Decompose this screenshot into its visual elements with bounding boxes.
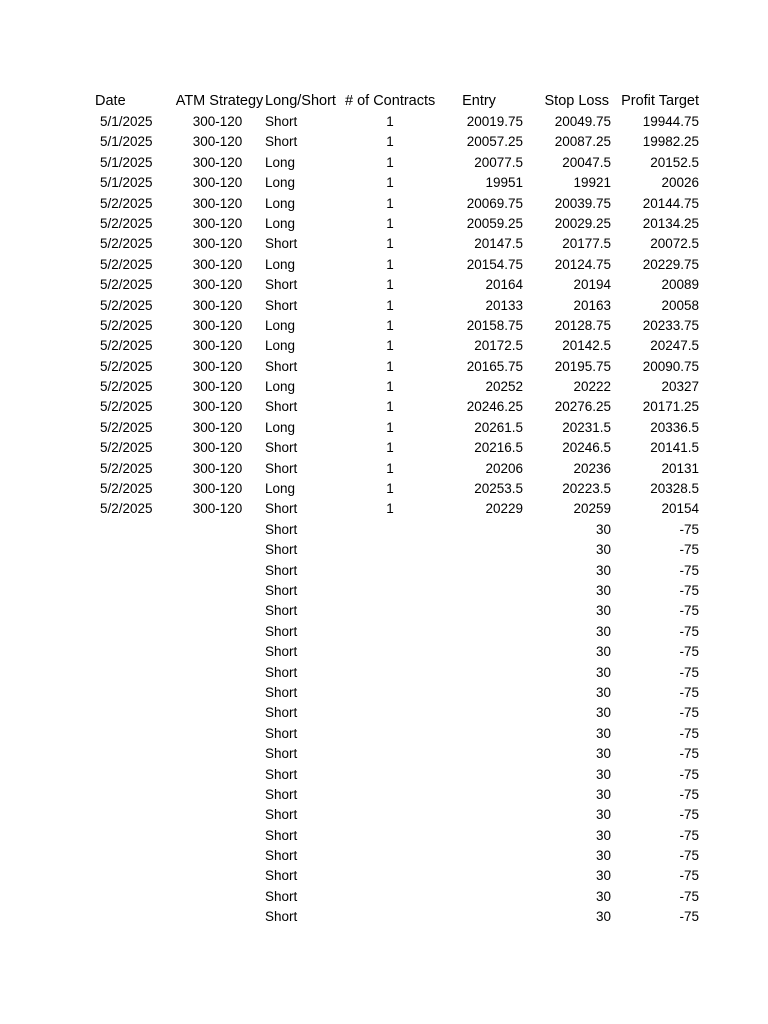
table-row	[0, 459, 768, 479]
long-short-cell[interactable]: Long	[265, 195, 296, 211]
atm-strategy-cell[interactable]: 300-120	[192, 338, 243, 354]
table-row	[0, 296, 768, 316]
atm-strategy-cell[interactable]: 300-120	[192, 215, 243, 231]
atm-strategy-cell[interactable]: 300-120	[192, 297, 243, 313]
table-row	[0, 418, 768, 438]
table-row	[0, 316, 768, 336]
offset-row	[0, 846, 768, 866]
profit-target-cell[interactable]: 20154	[661, 501, 699, 517]
profit-target-cell[interactable]: 20026	[661, 175, 699, 191]
header-atm-strategy[interactable]: ATM Strategy	[175, 93, 264, 109]
stop-loss-cell[interactable]: 20231.5	[562, 419, 611, 435]
trade-log-sheet	[0, 90, 768, 928]
atm-strategy-cell[interactable]: 300-120	[192, 236, 243, 252]
stop-offset-cell[interactable]: 30	[595, 684, 611, 700]
offset-row	[0, 520, 768, 540]
long-short-cell[interactable]: Short	[265, 786, 298, 802]
entry-cell[interactable]: 20165.75	[466, 358, 523, 374]
target-offset-cell[interactable]: -75	[679, 725, 699, 741]
target-offset-cell[interactable]: -75	[679, 664, 699, 680]
stop-loss-cell[interactable]: 20236	[573, 460, 611, 476]
contracts-cell[interactable]: 1	[386, 256, 394, 272]
date-cell[interactable]: 5/1/2025	[100, 114, 153, 129]
entry-cell[interactable]: 20154.75	[466, 256, 523, 272]
stop-offset-cell[interactable]: 30	[595, 705, 611, 721]
stop-offset-cell[interactable]: 30	[595, 888, 611, 904]
offset-row	[0, 765, 768, 785]
profit-target-cell[interactable]: 20233.75	[642, 317, 699, 333]
contracts-cell[interactable]: 1	[386, 399, 394, 415]
table-row	[0, 377, 768, 397]
entry-cell[interactable]: 20059.25	[466, 215, 523, 231]
entry-cell[interactable]: 20069.75	[466, 195, 523, 211]
profit-target-cell[interactable]: 20171.25	[642, 399, 699, 415]
target-offset-cell[interactable]: -75	[679, 521, 699, 537]
header-row	[0, 90, 768, 112]
date-cell[interactable]: 5/2/2025	[100, 419, 153, 435]
date-cell[interactable]: 5/1/2025	[100, 154, 153, 170]
long-short-cell[interactable]: Long	[265, 175, 296, 191]
atm-strategy-cell[interactable]: 300-120	[192, 277, 243, 293]
offset-row	[0, 663, 768, 683]
long-short-cell[interactable]: Short	[265, 501, 298, 517]
table-row	[0, 194, 768, 214]
long-short-cell[interactable]: Long	[265, 481, 296, 497]
profit-target-cell[interactable]: 20327	[661, 379, 699, 395]
stop-loss-cell[interactable]: 20039.75	[554, 195, 611, 211]
long-short-cell[interactable]: Short	[265, 297, 298, 313]
long-short-cell[interactable]: Short	[265, 542, 298, 558]
contracts-cell[interactable]: 1	[386, 501, 394, 517]
long-short-cell[interactable]: Short	[265, 868, 298, 884]
long-short-cell[interactable]: Short	[265, 644, 298, 660]
long-short-cell[interactable]: Long	[265, 379, 296, 395]
stop-offset-cell[interactable]: 30	[595, 786, 611, 802]
stop-loss-cell[interactable]: 20276.25	[554, 399, 611, 415]
date-cell[interactable]: 5/2/2025	[100, 215, 153, 231]
stop-offset-cell[interactable]: 30	[595, 868, 611, 884]
contracts-cell[interactable]: 1	[386, 440, 394, 456]
entry-cell[interactable]: 20077.5	[474, 154, 523, 170]
date-cell[interactable]: 5/1/2025	[100, 134, 153, 150]
table-row	[0, 255, 768, 275]
profit-target-cell[interactable]: 19982.25	[642, 134, 699, 150]
long-short-cell[interactable]: Short	[265, 766, 298, 782]
offset-row	[0, 561, 768, 581]
offset-row	[0, 826, 768, 846]
offset-row	[0, 683, 768, 703]
table-row	[0, 479, 768, 499]
target-offset-cell[interactable]: -75	[679, 868, 699, 884]
profit-target-cell[interactable]: 20336.5	[650, 419, 699, 435]
atm-strategy-cell[interactable]: 300-120	[192, 481, 243, 497]
atm-strategy-cell[interactable]: 300-120	[192, 175, 243, 191]
entry-cell[interactable]: 20246.25	[466, 399, 523, 415]
contracts-cell[interactable]: 1	[386, 236, 394, 252]
offset-row	[0, 703, 768, 723]
offset-row	[0, 642, 768, 662]
profit-target-cell[interactable]: 20089	[661, 277, 699, 293]
stop-offset-cell[interactable]: 30	[595, 746, 611, 762]
profit-target-cell[interactable]: 20229.75	[642, 256, 699, 272]
profit-target-cell[interactable]: 20131	[661, 460, 699, 476]
table-row	[0, 173, 768, 193]
stop-loss-cell[interactable]: 20246.5	[562, 440, 611, 456]
target-offset-cell[interactable]: -75	[679, 623, 699, 639]
stop-offset-cell[interactable]: 30	[595, 562, 611, 578]
date-cell[interactable]: 5/2/2025	[100, 358, 153, 374]
stop-offset-cell[interactable]: 30	[595, 623, 611, 639]
long-short-cell[interactable]: Short	[265, 725, 298, 741]
entry-cell[interactable]: 20164	[485, 277, 523, 293]
offset-row	[0, 866, 768, 886]
table-row	[0, 397, 768, 417]
trade-rows	[0, 112, 768, 520]
profit-target-cell[interactable]: 19944.75	[642, 114, 699, 129]
short-offset-rows	[0, 520, 768, 928]
offset-row	[0, 785, 768, 805]
target-offset-cell[interactable]: -75	[679, 807, 699, 823]
offset-row	[0, 724, 768, 744]
atm-strategy-cell[interactable]: 300-120	[192, 154, 243, 170]
offset-row	[0, 805, 768, 825]
long-short-cell[interactable]: Short	[265, 909, 298, 925]
long-short-cell[interactable]: Short	[265, 236, 298, 252]
stop-loss-cell[interactable]: 20047.5	[562, 154, 611, 170]
stop-offset-cell[interactable]: 30	[595, 603, 611, 619]
offset-row	[0, 622, 768, 642]
date-cell[interactable]: 5/2/2025	[100, 440, 153, 456]
stop-loss-cell[interactable]: 20029.25	[554, 215, 611, 231]
target-offset-cell[interactable]: -75	[679, 848, 699, 864]
entry-cell[interactable]: 20206	[485, 460, 523, 476]
long-short-cell[interactable]: Short	[265, 888, 298, 904]
contracts-cell[interactable]: 1	[386, 317, 394, 333]
stop-offset-cell[interactable]: 30	[595, 644, 611, 660]
entry-cell[interactable]: 20158.75	[466, 317, 523, 333]
stop-loss-cell[interactable]: 20195.75	[554, 358, 611, 374]
table-row	[0, 214, 768, 234]
date-cell[interactable]: 5/2/2025	[100, 501, 153, 517]
profit-target-cell[interactable]: 20072.5	[650, 236, 699, 252]
stop-offset-cell[interactable]: 30	[595, 725, 611, 741]
stop-loss-cell[interactable]: 20259	[573, 501, 611, 517]
date-cell[interactable]: 5/2/2025	[100, 256, 153, 272]
table-row	[0, 234, 768, 254]
atm-strategy-cell[interactable]: 300-120	[192, 195, 243, 211]
date-cell[interactable]: 5/2/2025	[100, 481, 153, 497]
atm-strategy-cell[interactable]: 300-120	[192, 358, 243, 374]
atm-strategy-cell[interactable]: 300-120	[192, 256, 243, 272]
date-cell[interactable]: 5/1/2025	[100, 175, 153, 191]
profit-target-cell[interactable]: 20058	[661, 297, 699, 313]
target-offset-cell[interactable]: -75	[679, 562, 699, 578]
table-row	[0, 275, 768, 295]
entry-cell[interactable]: 20019.75	[466, 114, 523, 129]
table-row	[0, 438, 768, 458]
stop-loss-cell[interactable]: 20222	[573, 379, 611, 395]
target-offset-cell[interactable]: -75	[679, 888, 699, 904]
date-cell[interactable]: 5/2/2025	[100, 317, 153, 333]
target-offset-cell[interactable]: -75	[679, 827, 699, 843]
stop-offset-cell[interactable]: 30	[595, 521, 611, 537]
target-offset-cell[interactable]: -75	[679, 542, 699, 558]
contracts-cell[interactable]: 1	[386, 134, 394, 150]
long-short-cell[interactable]: Short	[265, 460, 298, 476]
target-offset-cell[interactable]: -75	[679, 644, 699, 660]
stop-loss-cell[interactable]: 20049.75	[554, 114, 611, 129]
long-short-cell[interactable]: Short	[265, 623, 298, 639]
target-offset-cell[interactable]: -75	[679, 705, 699, 721]
long-short-cell[interactable]: Short	[265, 827, 298, 843]
date-cell[interactable]: 5/2/2025	[100, 195, 153, 211]
long-short-cell[interactable]: Short	[265, 603, 298, 619]
table-row	[0, 153, 768, 173]
long-short-cell[interactable]: Short	[265, 114, 298, 129]
header-date[interactable]: Date	[95, 93, 126, 109]
stop-loss-cell[interactable]: 20128.75	[554, 317, 611, 333]
header-long-short[interactable]: Long/Short	[265, 93, 336, 109]
entry-cell[interactable]: 20229	[485, 501, 523, 517]
atm-strategy-cell[interactable]: 300-120	[192, 317, 243, 333]
stop-offset-cell[interactable]: 30	[595, 582, 611, 598]
stop-loss-cell[interactable]: 20124.75	[554, 256, 611, 272]
stop-offset-cell[interactable]: 30	[595, 909, 611, 925]
date-cell[interactable]: 5/2/2025	[100, 379, 153, 395]
entry-cell[interactable]: 20147.5	[474, 236, 523, 252]
table-row	[0, 357, 768, 377]
stop-loss-cell[interactable]: 19921	[573, 175, 611, 191]
offset-row	[0, 744, 768, 764]
profit-target-cell[interactable]: 20152.5	[650, 154, 699, 170]
long-short-cell[interactable]: Long	[265, 419, 296, 435]
stop-loss-cell[interactable]: 20177.5	[562, 236, 611, 252]
target-offset-cell[interactable]: -75	[679, 909, 699, 925]
atm-strategy-cell[interactable]: 300-120	[192, 440, 243, 456]
profit-target-cell[interactable]: 20328.5	[650, 481, 699, 497]
long-short-cell[interactable]: Short	[265, 358, 298, 374]
stop-loss-cell[interactable]: 20194	[573, 277, 611, 293]
date-cell[interactable]: 5/2/2025	[100, 338, 153, 354]
offset-row	[0, 907, 768, 927]
contracts-cell[interactable]: 1	[386, 215, 394, 231]
entry-cell[interactable]: 20216.5	[474, 440, 523, 456]
date-cell[interactable]: 5/2/2025	[100, 277, 153, 293]
profit-target-cell[interactable]: 20247.5	[650, 338, 699, 354]
entry-cell[interactable]: 20252	[485, 379, 523, 395]
contracts-cell[interactable]: 1	[386, 297, 394, 313]
header-stop-loss[interactable]: Stop Loss	[544, 93, 609, 109]
header-profit-target[interactable]: Profit Target	[621, 93, 699, 109]
stop-offset-cell[interactable]: 30	[595, 664, 611, 680]
stop-loss-cell[interactable]: 20163	[573, 297, 611, 313]
long-short-cell[interactable]: Short	[265, 848, 298, 864]
contracts-cell[interactable]: 1	[386, 460, 394, 476]
atm-strategy-cell[interactable]: 300-120	[192, 134, 243, 150]
stop-loss-cell[interactable]: 20142.5	[562, 338, 611, 354]
long-short-cell[interactable]: Short	[265, 134, 298, 150]
contracts-cell[interactable]: 1	[386, 195, 394, 211]
long-short-cell[interactable]: Short	[265, 705, 298, 721]
stop-offset-cell[interactable]: 30	[595, 542, 611, 558]
long-short-cell[interactable]: Short	[265, 664, 298, 680]
contracts-cell[interactable]: 1	[386, 277, 394, 293]
offset-row	[0, 887, 768, 907]
contracts-cell[interactable]: 1	[386, 481, 394, 497]
target-offset-cell[interactable]: -75	[679, 786, 699, 802]
table-row	[0, 336, 768, 356]
long-short-cell[interactable]: Short	[265, 807, 298, 823]
header-entry[interactable]: Entry	[462, 93, 496, 109]
offset-row	[0, 601, 768, 621]
entry-cell[interactable]: 20133	[485, 297, 523, 313]
long-short-cell[interactable]: Short	[265, 562, 298, 578]
long-short-cell[interactable]: Short	[265, 277, 298, 293]
stop-offset-cell[interactable]: 30	[595, 848, 611, 864]
stop-loss-cell[interactable]: 20087.25	[554, 134, 611, 150]
profit-target-cell[interactable]: 20090.75	[642, 358, 699, 374]
atm-strategy-cell[interactable]: 300-120	[192, 460, 243, 476]
entry-cell[interactable]: 20261.5	[474, 419, 523, 435]
header-contracts[interactable]: # of Contracts	[345, 93, 435, 109]
long-short-cell[interactable]: Long	[265, 256, 296, 272]
table-row	[0, 499, 768, 519]
contracts-cell[interactable]: 1	[386, 114, 394, 129]
stop-loss-cell[interactable]: 20223.5	[562, 481, 611, 497]
contracts-cell[interactable]: 1	[386, 358, 394, 374]
contracts-cell[interactable]: 1	[386, 154, 394, 170]
contracts-cell[interactable]: 1	[386, 379, 394, 395]
table-row	[0, 112, 768, 132]
stop-offset-cell[interactable]: 30	[595, 807, 611, 823]
entry-cell[interactable]: 19951	[485, 175, 523, 191]
atm-strategy-cell[interactable]: 300-120	[192, 379, 243, 395]
atm-strategy-cell[interactable]: 300-120	[192, 419, 243, 435]
profit-target-cell[interactable]: 20144.75	[642, 195, 699, 211]
long-short-cell[interactable]: Long	[265, 154, 296, 170]
long-short-cell[interactable]: Long	[265, 215, 296, 231]
contracts-cell[interactable]: 1	[386, 419, 394, 435]
long-short-cell[interactable]: Short	[265, 440, 298, 456]
target-offset-cell[interactable]: -75	[679, 746, 699, 762]
entry-cell[interactable]: 20253.5	[474, 481, 523, 497]
long-short-cell[interactable]: Long	[265, 338, 296, 354]
atm-strategy-cell[interactable]: 300-120	[192, 399, 243, 415]
entry-cell[interactable]: 20172.5	[474, 338, 523, 354]
contracts-cell[interactable]: 1	[386, 338, 394, 354]
date-cell[interactable]: 5/2/2025	[100, 399, 153, 415]
offset-row	[0, 581, 768, 601]
atm-strategy-cell[interactable]: 300-120	[192, 114, 243, 129]
long-short-cell[interactable]: Short	[265, 521, 298, 537]
date-cell[interactable]: 5/2/2025	[100, 236, 153, 252]
stop-offset-cell[interactable]: 30	[595, 766, 611, 782]
stop-offset-cell[interactable]: 30	[595, 827, 611, 843]
profit-target-cell[interactable]: 20141.5	[650, 440, 699, 456]
long-short-cell[interactable]: Short	[265, 746, 298, 762]
long-short-cell[interactable]: Short	[265, 582, 298, 598]
atm-strategy-cell[interactable]: 300-120	[192, 501, 243, 517]
target-offset-cell[interactable]: -75	[679, 603, 699, 619]
contracts-cell[interactable]: 1	[386, 175, 394, 191]
table-row	[0, 132, 768, 152]
long-short-cell[interactable]: Long	[265, 317, 296, 333]
target-offset-cell[interactable]: -75	[679, 582, 699, 598]
target-offset-cell[interactable]: -75	[679, 766, 699, 782]
long-short-cell[interactable]: Short	[265, 399, 298, 415]
entry-cell[interactable]: 20057.25	[466, 134, 523, 150]
profit-target-cell[interactable]: 20134.25	[642, 215, 699, 231]
date-cell[interactable]: 5/2/2025	[100, 460, 153, 476]
target-offset-cell[interactable]: -75	[679, 684, 699, 700]
date-cell[interactable]: 5/2/2025	[100, 297, 153, 313]
offset-row	[0, 540, 768, 560]
long-short-cell[interactable]: Short	[265, 684, 298, 700]
